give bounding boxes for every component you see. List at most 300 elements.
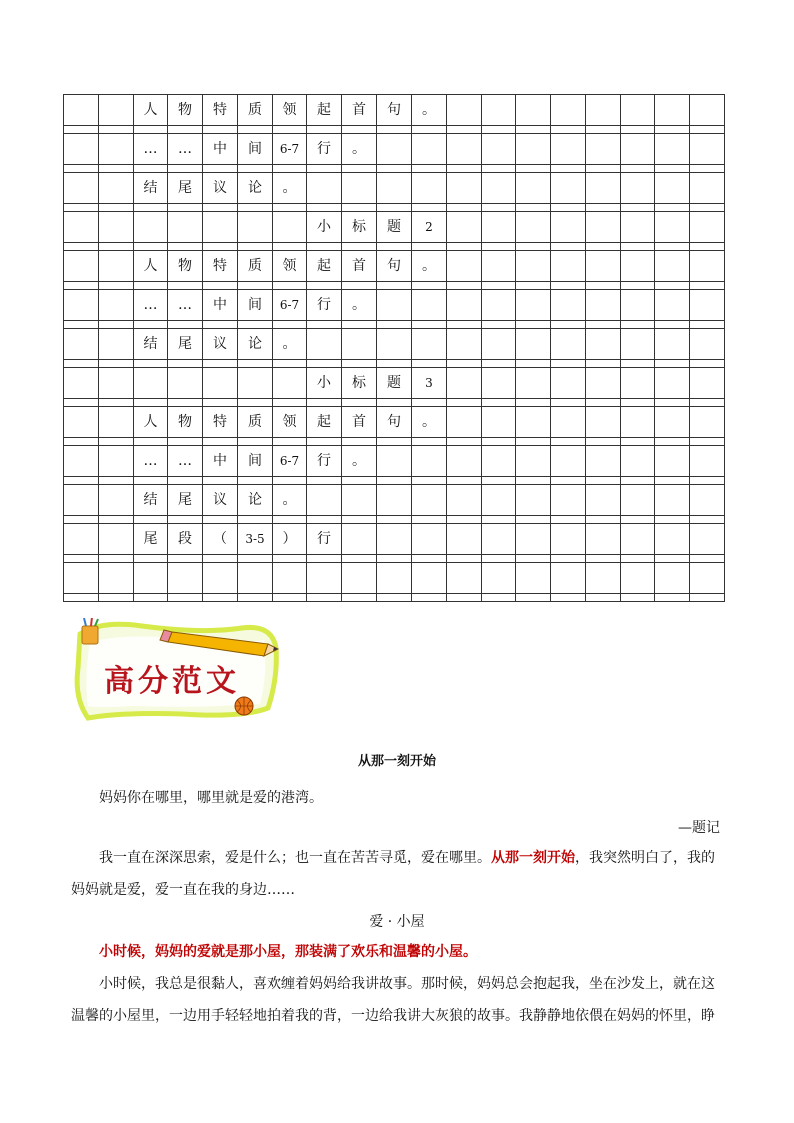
- grid-cell: [342, 477, 377, 485]
- paragraph-2-line-2: 温馨的小屋里，一边用手轻轻地拍着我的背，一边给我讲大灰狼的故事。我静静地依偎在妈妈的怀里，睁: [71, 1008, 715, 1024]
- grid-cell: [516, 321, 551, 329]
- grid-cell: [99, 329, 134, 360]
- grid-cell: [621, 95, 655, 126]
- grid-cell: [238, 477, 273, 485]
- grid-row: [64, 563, 725, 594]
- grid-cell: [377, 594, 412, 602]
- grid-cell: [203, 368, 238, 399]
- grid-cell: [447, 134, 482, 165]
- grid-cell: …: [168, 134, 203, 165]
- grid-cell: [655, 368, 690, 399]
- grid-cell: [99, 204, 134, 212]
- grid-cell: [377, 485, 412, 516]
- grid-cell: [586, 243, 621, 251]
- grid-cell: [655, 173, 690, 204]
- grid-row: [64, 368, 725, 399]
- grid-cell: [168, 399, 203, 407]
- grid-spacer-row: [64, 360, 725, 368]
- grid-cell: [168, 165, 203, 173]
- grid-cell: [64, 290, 99, 321]
- grid-cell: [482, 360, 516, 368]
- grid-cell: [655, 329, 690, 360]
- grid-cell: 句: [377, 251, 412, 282]
- grid-cell: [551, 212, 586, 243]
- grid-cell: 段: [168, 524, 203, 555]
- grid-cell: [412, 329, 447, 360]
- grid-cell: [551, 329, 586, 360]
- grid-cell: [655, 243, 690, 251]
- grid-cell: [307, 329, 342, 360]
- grid-cell: 。: [342, 134, 377, 165]
- grid-cell: [655, 95, 690, 126]
- grid-cell: [690, 134, 725, 165]
- pen-cup-icon: [82, 618, 98, 644]
- grid-cell: [447, 485, 482, 516]
- grid-cell: [134, 165, 168, 173]
- grid-cell: [168, 477, 203, 485]
- grid-cell: [412, 485, 447, 516]
- grid-cell: [690, 524, 725, 555]
- grid-cell: [516, 477, 551, 485]
- grid-cell: [621, 438, 655, 446]
- grid-cell: [64, 321, 99, 329]
- grid-cell: 起: [307, 407, 342, 438]
- grid-cell: [621, 321, 655, 329]
- grid-cell: [307, 204, 342, 212]
- grid-cell: [655, 134, 690, 165]
- grid-cell: [516, 95, 551, 126]
- grid-cell: [551, 399, 586, 407]
- grid-cell: [99, 563, 134, 594]
- grid-cell: [342, 243, 377, 251]
- grid-cell: [412, 290, 447, 321]
- grid-cell: [412, 243, 447, 251]
- grid-cell: [99, 477, 134, 485]
- grid-cell: [203, 212, 238, 243]
- grid-cell: [690, 165, 725, 173]
- grid-cell: [482, 438, 516, 446]
- grid-cell: [586, 165, 621, 173]
- grid-cell: [203, 321, 238, 329]
- grid-cell: [273, 360, 307, 368]
- grid-cell: 2: [412, 212, 447, 243]
- grid-cell: 论: [238, 329, 273, 360]
- grid-cell: 题: [377, 368, 412, 399]
- grid-cell: [551, 95, 586, 126]
- grid-cell: [621, 134, 655, 165]
- grid-spacer-row: [64, 516, 725, 524]
- grid-cell: 尾: [134, 524, 168, 555]
- grid-cell: [134, 360, 168, 368]
- grid-cell: [447, 290, 482, 321]
- grid-cell: [64, 134, 99, 165]
- grid-cell: [516, 524, 551, 555]
- grid-cell: [655, 126, 690, 134]
- grid-cell: [551, 524, 586, 555]
- grid-cell: 句: [377, 95, 412, 126]
- grid-cell: [690, 563, 725, 594]
- grid-cell: [551, 360, 586, 368]
- grid-cell: [690, 251, 725, 282]
- grid-cell: [551, 165, 586, 173]
- grid-cell: [516, 126, 551, 134]
- grid-cell: [655, 165, 690, 173]
- grid-cell: [621, 563, 655, 594]
- grid-cell: [655, 477, 690, 485]
- grid-cell: [238, 204, 273, 212]
- grid-cell: [412, 555, 447, 563]
- grid-cell: [690, 399, 725, 407]
- grid-cell: [690, 360, 725, 368]
- grid-cell: 质: [238, 251, 273, 282]
- grid-cell: 首: [342, 407, 377, 438]
- paragraph-1-line-1: [99, 848, 715, 868]
- grid-cell: [516, 516, 551, 524]
- grid-cell: [99, 594, 134, 602]
- grid-cell: [482, 251, 516, 282]
- grid-cell: [377, 329, 412, 360]
- highlight-text: 从那一刻开始: [491, 850, 575, 866]
- grid-cell: 小: [307, 212, 342, 243]
- grid-cell: [482, 329, 516, 360]
- grid-cell: [586, 563, 621, 594]
- grid-cell: [64, 204, 99, 212]
- grid-cell: [482, 555, 516, 563]
- grid-cell: 议: [203, 485, 238, 516]
- grid-cell: [482, 368, 516, 399]
- grid-cell: [516, 329, 551, 360]
- grid-cell: [655, 516, 690, 524]
- grid-cell: [655, 321, 690, 329]
- grid-cell: [238, 555, 273, 563]
- grid-cell: [307, 282, 342, 290]
- grid-cell: [134, 321, 168, 329]
- grid-cell: [447, 212, 482, 243]
- grid-cell: [134, 126, 168, 134]
- grid-cell: 。: [273, 329, 307, 360]
- epigraph-note: —题记: [678, 820, 720, 836]
- grid-cell: [273, 563, 307, 594]
- grid-cell: [64, 212, 99, 243]
- grid-cell: [655, 555, 690, 563]
- grid-cell: [134, 594, 168, 602]
- grid-cell: [238, 594, 273, 602]
- grid-cell: [273, 243, 307, 251]
- grid-cell: [621, 173, 655, 204]
- grid-cell: 。: [412, 95, 447, 126]
- grid-cell: [482, 126, 516, 134]
- grid-cell: [690, 204, 725, 212]
- grid-cell: [621, 446, 655, 477]
- grid-cell: [690, 212, 725, 243]
- grid-cell: 结: [134, 485, 168, 516]
- grid-row: [64, 173, 725, 204]
- grid-cell: [168, 368, 203, 399]
- grid-cell: [64, 329, 99, 360]
- grid-cell: [99, 212, 134, 243]
- grid-cell: 特: [203, 251, 238, 282]
- grid-cell: [99, 524, 134, 555]
- grid-cell: [551, 173, 586, 204]
- grid-spacer-row: [64, 438, 725, 446]
- grid-cell: [134, 438, 168, 446]
- grid-cell: [621, 282, 655, 290]
- grid-cell: [482, 95, 516, 126]
- grid-cell: [342, 204, 377, 212]
- grid-cell: [655, 438, 690, 446]
- grid-cell: [307, 485, 342, 516]
- grid-cell: [203, 477, 238, 485]
- grid-cell: 起: [307, 95, 342, 126]
- grid-cell: 物: [168, 95, 203, 126]
- grid-cell: ）: [273, 524, 307, 555]
- grid-cell: [447, 477, 482, 485]
- grid-cell: [203, 555, 238, 563]
- grid-cell: 。: [342, 290, 377, 321]
- grid-cell: [447, 360, 482, 368]
- grid-cell: [516, 165, 551, 173]
- grid-cell: 行: [307, 134, 342, 165]
- grid-cell: [482, 446, 516, 477]
- grid-cell: [690, 126, 725, 134]
- grid-cell: 起: [307, 251, 342, 282]
- grid-cell: 。: [412, 407, 447, 438]
- grid-cell: [516, 251, 551, 282]
- grid-cell: [482, 173, 516, 204]
- grid-cell: [447, 321, 482, 329]
- grid-cell: [99, 173, 134, 204]
- grid-cell: [551, 368, 586, 399]
- grid-cell: [690, 594, 725, 602]
- grid-cell: [273, 126, 307, 134]
- grid-cell: [307, 563, 342, 594]
- grid-cell: [99, 290, 134, 321]
- grid-cell: [342, 563, 377, 594]
- grid-cell: [99, 282, 134, 290]
- grid-cell: [377, 243, 412, 251]
- grid-cell: [586, 134, 621, 165]
- grid-cell: [586, 516, 621, 524]
- grid-cell: [342, 524, 377, 555]
- grid-cell: [203, 204, 238, 212]
- grid-cell: [273, 399, 307, 407]
- paragraph-2-line-1: 小时候，我总是很黏人，喜欢缠着妈妈给我讲故事。那时候，妈妈总会抱起我，坐在沙发上，就在这: [99, 976, 715, 992]
- grid-cell: [551, 243, 586, 251]
- grid-cell: [621, 329, 655, 360]
- grid-cell: …: [134, 290, 168, 321]
- grid-cell: [482, 524, 516, 555]
- grid-cell: [586, 95, 621, 126]
- grid-cell: [99, 438, 134, 446]
- grid-cell: [168, 212, 203, 243]
- grid-cell: [412, 126, 447, 134]
- grid-cell: 。: [273, 485, 307, 516]
- grid-cell: [482, 321, 516, 329]
- grid-cell: [64, 368, 99, 399]
- grid-cell: [203, 126, 238, 134]
- grid-cell: [551, 555, 586, 563]
- grid-cell: [551, 251, 586, 282]
- section-lead: 小时候，妈妈的爱就是那小屋，那装满了欢乐和温馨的小屋。: [99, 944, 477, 960]
- grid-cell: [273, 516, 307, 524]
- grid-cell: [238, 360, 273, 368]
- grid-cell: [621, 251, 655, 282]
- grid-cell: 间: [238, 446, 273, 477]
- grid-row: [64, 485, 725, 516]
- grid-row: [64, 212, 725, 243]
- grid-cell: [447, 594, 482, 602]
- grid-cell: [551, 204, 586, 212]
- grid-cell: [690, 516, 725, 524]
- grid-cell: [238, 516, 273, 524]
- grid-cell: [64, 563, 99, 594]
- grid-row: [64, 95, 725, 126]
- grid-cell: [64, 95, 99, 126]
- grid-cell: [168, 594, 203, 602]
- grid-cell: [342, 485, 377, 516]
- grid-cell: [203, 516, 238, 524]
- grid-cell: [621, 594, 655, 602]
- grid-cell: 标: [342, 212, 377, 243]
- grid-cell: 物: [168, 407, 203, 438]
- grid-cell: [412, 173, 447, 204]
- grid-cell: 行: [307, 524, 342, 555]
- grid-cell: [203, 399, 238, 407]
- grid-spacer-row: [64, 594, 725, 602]
- grid-cell: [621, 555, 655, 563]
- grid-cell: [482, 399, 516, 407]
- grid-cell: [99, 407, 134, 438]
- grid-cell: [482, 407, 516, 438]
- grid-cell: [516, 173, 551, 204]
- grid-cell: [447, 243, 482, 251]
- grid-cell: [551, 134, 586, 165]
- grid-cell: …: [168, 290, 203, 321]
- paragraph-1-line-2: 妈妈就是爱，爱一直在我的身边……: [71, 882, 295, 898]
- grid-cell: [64, 555, 99, 563]
- grid-cell: 领: [273, 95, 307, 126]
- grid-cell: [690, 477, 725, 485]
- grid-spacer-row: [64, 126, 725, 134]
- grid-row: [64, 524, 725, 555]
- grid-cell: 首: [342, 251, 377, 282]
- grid-cell: [447, 173, 482, 204]
- grid-cell: [412, 524, 447, 555]
- grid-cell: [690, 243, 725, 251]
- grid-row: [64, 290, 725, 321]
- grid-cell: [482, 477, 516, 485]
- grid-cell: [621, 165, 655, 173]
- grid-cell: [134, 282, 168, 290]
- grid-cell: [134, 555, 168, 563]
- grid-cell: [99, 321, 134, 329]
- grid-cell: [621, 516, 655, 524]
- paragraph-text: ，我突然明白了，我的: [575, 850, 715, 866]
- grid-cell: [203, 438, 238, 446]
- grid-cell: [551, 477, 586, 485]
- grid-cell: [238, 563, 273, 594]
- grid-cell: [586, 399, 621, 407]
- grid-cell: [238, 399, 273, 407]
- grid-cell: 尾: [168, 329, 203, 360]
- grid-cell: 论: [238, 485, 273, 516]
- grid-cell: [690, 329, 725, 360]
- grid-cell: [64, 594, 99, 602]
- grid-cell: [203, 243, 238, 251]
- grid-cell: [342, 399, 377, 407]
- grid-cell: [342, 173, 377, 204]
- grid-cell: [64, 516, 99, 524]
- epigraph: 妈妈你在哪里，哪里就是爱的港湾。: [99, 790, 323, 806]
- grid-cell: [447, 251, 482, 282]
- grid-cell: 首: [342, 95, 377, 126]
- grid-spacer-row: [64, 399, 725, 407]
- grid-cell: 人: [134, 95, 168, 126]
- grid-cell: [307, 173, 342, 204]
- grid-cell: [516, 290, 551, 321]
- grid-cell: [447, 524, 482, 555]
- grid-cell: [516, 399, 551, 407]
- grid-cell: [655, 212, 690, 243]
- grid-cell: 6-7: [273, 134, 307, 165]
- grid-cell: [377, 524, 412, 555]
- grid-cell: [273, 204, 307, 212]
- grid-cell: [64, 126, 99, 134]
- grid-cell: [655, 407, 690, 438]
- grid-row: [64, 251, 725, 282]
- grid-cell: [586, 321, 621, 329]
- grid-cell: 。: [273, 173, 307, 204]
- grid-cell: [621, 368, 655, 399]
- grid-cell: [412, 134, 447, 165]
- grid-cell: [307, 555, 342, 563]
- grid-cell: [482, 212, 516, 243]
- grid-cell: 中: [203, 290, 238, 321]
- grid-cell: [447, 126, 482, 134]
- grid-cell: [621, 407, 655, 438]
- grid-cell: [64, 524, 99, 555]
- grid-cell: [273, 321, 307, 329]
- grid-cell: [586, 524, 621, 555]
- grid-cell: [655, 446, 690, 477]
- grid-cell: [134, 563, 168, 594]
- grid-cell: [586, 407, 621, 438]
- grid-cell: [203, 165, 238, 173]
- grid-cell: [238, 126, 273, 134]
- grid-cell: [99, 134, 134, 165]
- grid-cell: [307, 360, 342, 368]
- grid-cell: [168, 321, 203, 329]
- grid-cell: [99, 126, 134, 134]
- grid-cell: [412, 594, 447, 602]
- grid-cell: [168, 126, 203, 134]
- grid-cell: [690, 446, 725, 477]
- grid-cell: [447, 282, 482, 290]
- grid-cell: [377, 204, 412, 212]
- grid-cell: [690, 368, 725, 399]
- grid-spacer-row: [64, 282, 725, 290]
- grid-cell: [238, 243, 273, 251]
- grid-cell: 中: [203, 446, 238, 477]
- grid-cell: [64, 438, 99, 446]
- grid-cell: [551, 438, 586, 446]
- grid-cell: [168, 563, 203, 594]
- grid-cell: 3: [412, 368, 447, 399]
- grid-cell: [134, 212, 168, 243]
- grid-cell: [273, 438, 307, 446]
- grid-cell: [273, 165, 307, 173]
- grid-cell: [586, 594, 621, 602]
